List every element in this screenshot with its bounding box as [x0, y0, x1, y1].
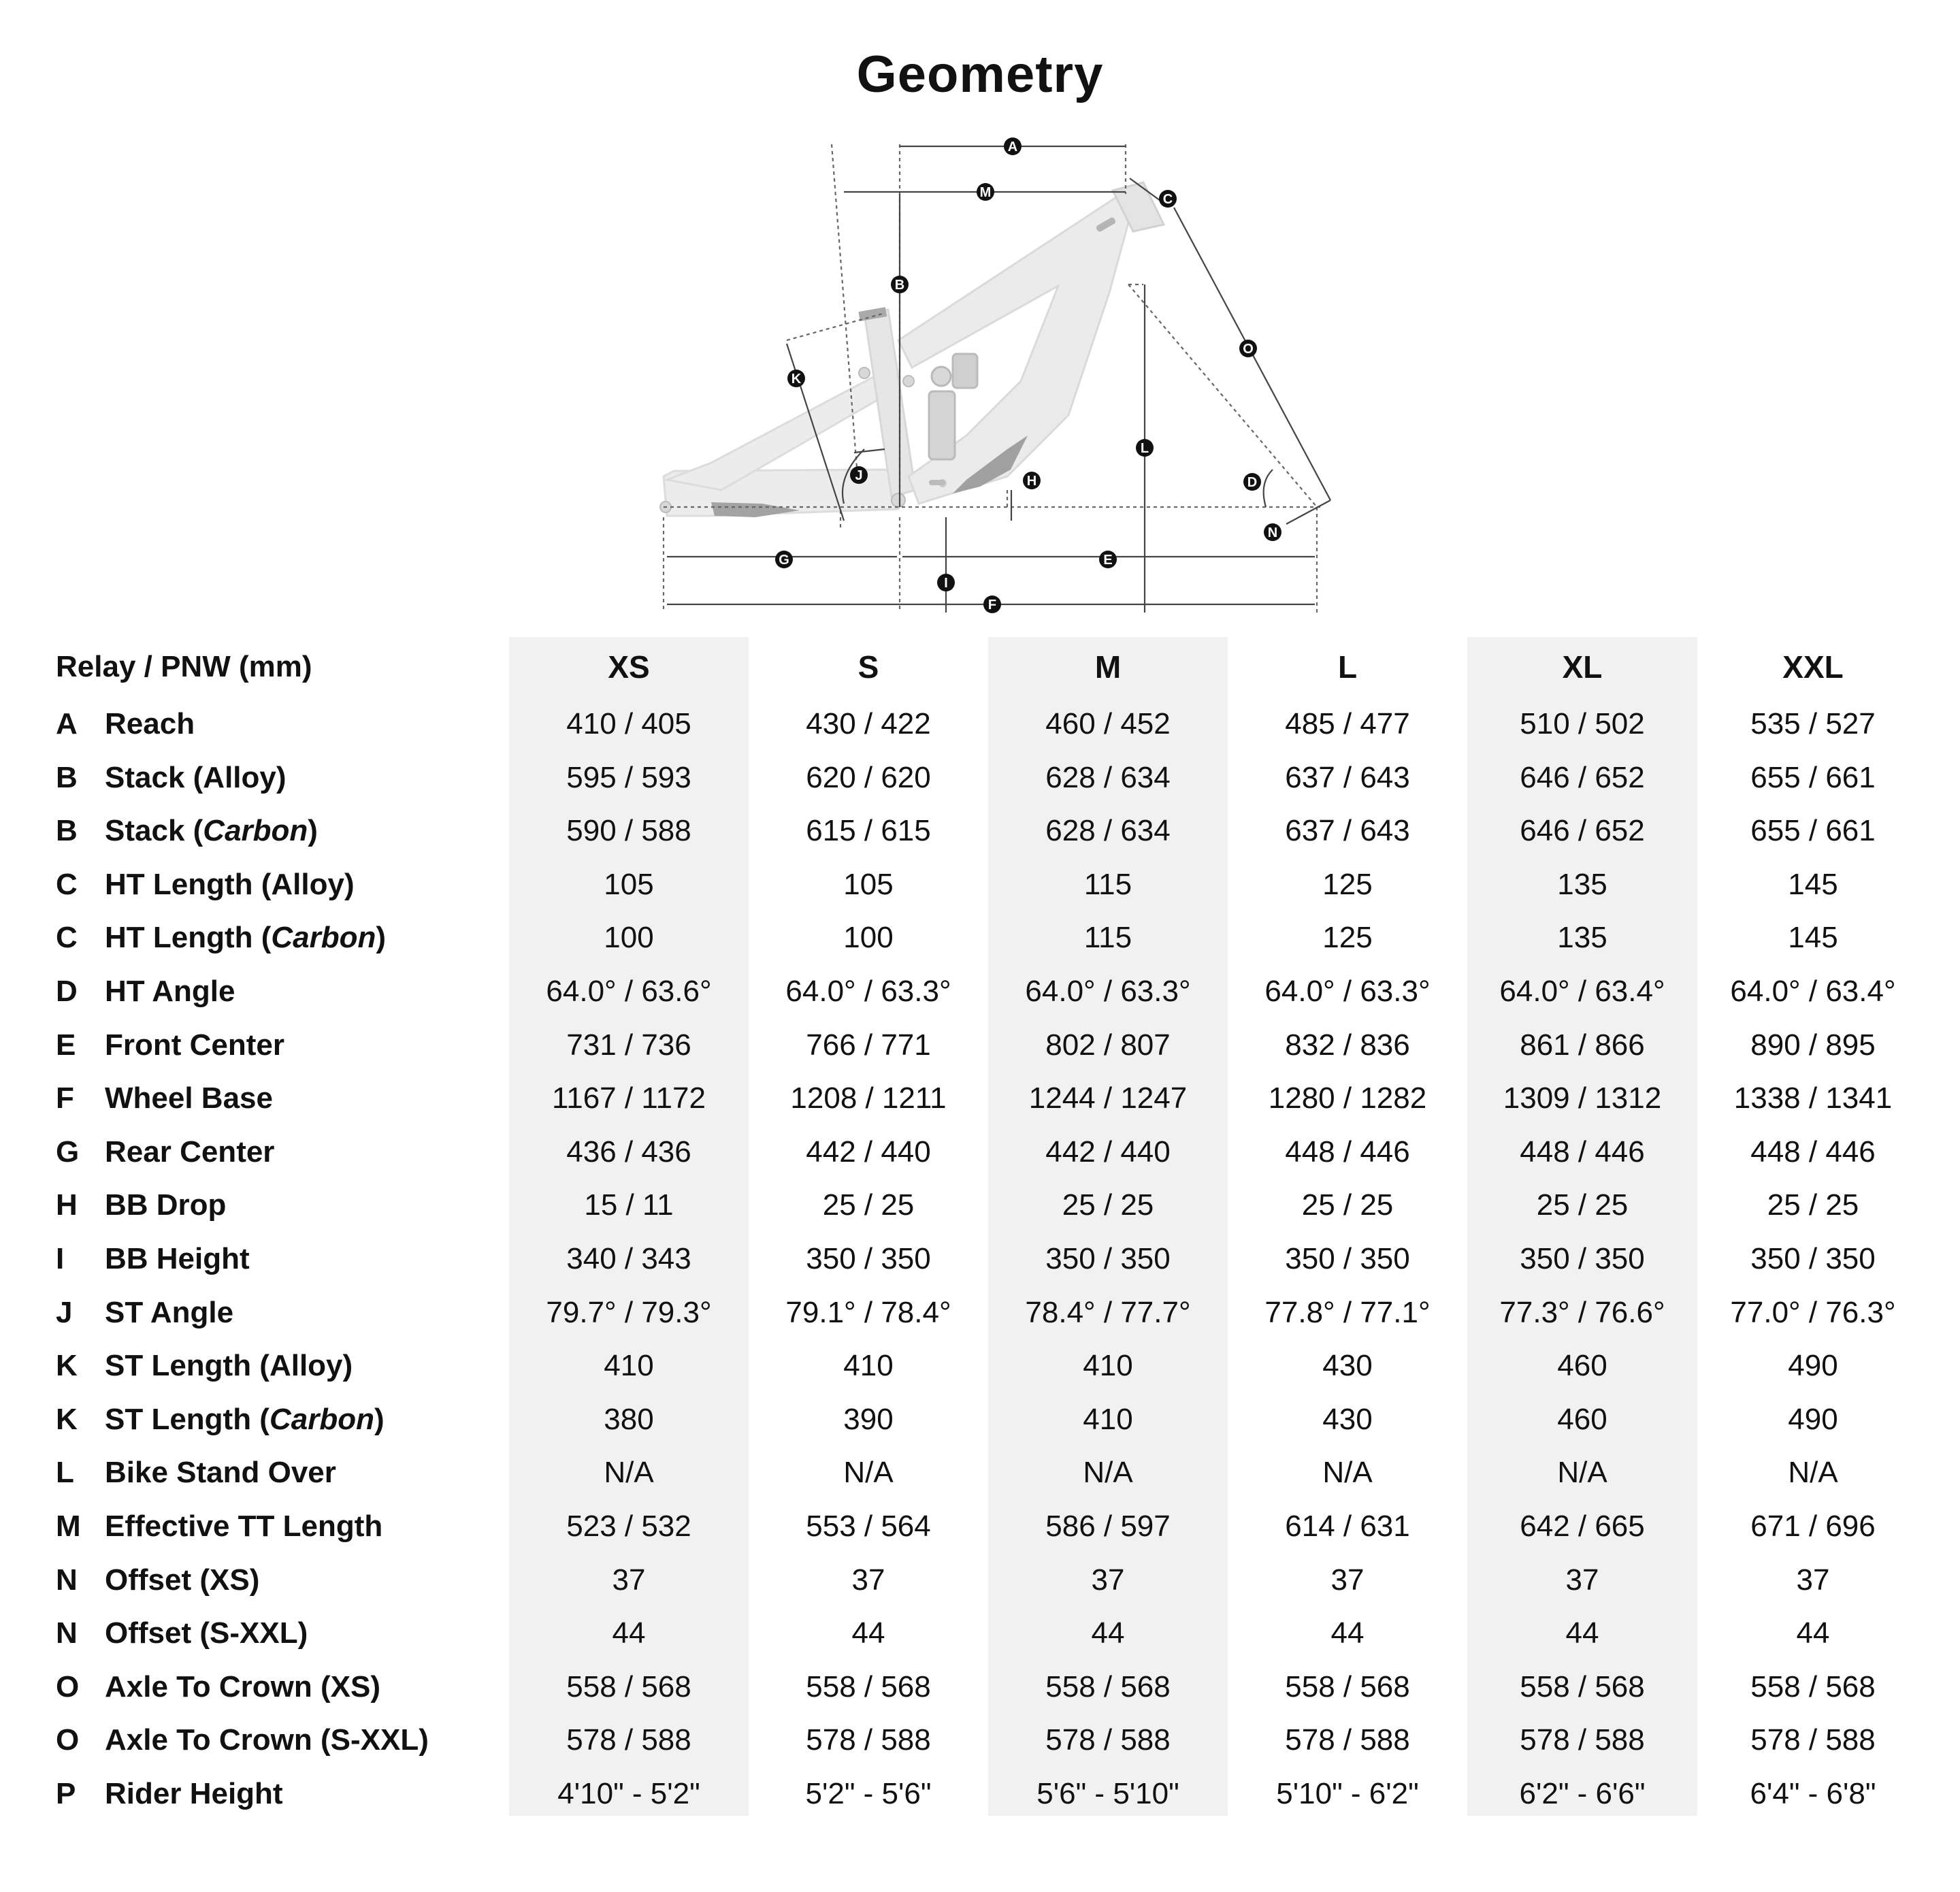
row-name-text: Axle To Crown (XS): [105, 1669, 380, 1703]
row-name-italic: Carbon: [271, 921, 376, 955]
row-letter: G: [56, 1135, 80, 1169]
table-header-label: Relay / PNW (mm): [56, 650, 312, 683]
cell-m: 44: [1091, 1616, 1125, 1650]
row-name: [105, 858, 355, 911]
cell-xl: 25 / 25: [1536, 1188, 1629, 1222]
marker-k: [787, 370, 805, 387]
cell-l: 1280 / 1282: [1268, 1081, 1427, 1115]
cell-m: 410: [1083, 1349, 1133, 1383]
cell-xs: 44: [612, 1616, 646, 1650]
marker-b: [891, 276, 909, 293]
cell-m: 802 / 807: [1045, 1028, 1171, 1062]
cell-xl: 64.0° / 63.4°: [1499, 975, 1665, 1008]
cell-s: 578 / 588: [806, 1723, 931, 1757]
cell-xs: 79.7° / 79.3°: [546, 1295, 712, 1329]
cell-xxl: 890 / 895: [1750, 1028, 1876, 1062]
row-name-text: HT Length (: [105, 921, 272, 955]
table-row: [0, 858, 1960, 911]
cell-l: 5'10" - 6'2": [1276, 1777, 1419, 1810]
cell-xxl: 448 / 446: [1750, 1135, 1876, 1169]
cell-xxl: 64.0° / 63.4°: [1730, 975, 1896, 1008]
cell-xs: 64.0° / 63.6°: [546, 975, 712, 1008]
cell-s: 37: [851, 1563, 885, 1597]
cell-s: N/A: [843, 1456, 894, 1490]
size-header-xs: XS: [608, 649, 650, 685]
row-name: [105, 1339, 353, 1392]
row-letter: N: [56, 1616, 78, 1650]
row-letter: O: [56, 1669, 80, 1703]
cell-l: 832 / 836: [1285, 1028, 1410, 1062]
table-row: [0, 804, 1960, 858]
cell-s: 44: [851, 1616, 885, 1650]
row-name: [105, 1660, 380, 1714]
table-row: [0, 1178, 1960, 1232]
cell-xl: 510 / 502: [1520, 707, 1645, 740]
cell-xxl: N/A: [1788, 1456, 1838, 1490]
cell-xl: 135: [1557, 867, 1607, 901]
row-name-text: HT Length (Alloy): [105, 867, 355, 901]
size-header-l: L: [1337, 649, 1358, 685]
cell-m: 628 / 634: [1045, 760, 1171, 794]
cell-xs: 595 / 593: [566, 760, 691, 794]
table-row: [0, 1232, 1960, 1286]
table-row: [0, 1553, 1960, 1607]
row-name: [105, 1553, 259, 1607]
row-name-text: HT Angle: [105, 975, 235, 1008]
cell-xl: 861 / 866: [1520, 1028, 1645, 1062]
cell-xxl: 77.0° / 76.3°: [1730, 1295, 1896, 1329]
cell-l: 578 / 588: [1285, 1723, 1410, 1757]
svg-text:L: L: [1140, 441, 1149, 456]
svg-text:G: G: [779, 553, 789, 568]
cell-s: 620 / 620: [806, 760, 931, 794]
row-name-text: ST Length (: [105, 1402, 270, 1436]
cell-xl: N/A: [1557, 1456, 1607, 1490]
marker-a: [1004, 137, 1022, 155]
row-name: [105, 1606, 308, 1660]
svg-text:J: J: [855, 468, 863, 483]
cell-xxl: 578 / 588: [1750, 1723, 1876, 1757]
cell-xs: 100: [604, 921, 654, 955]
cell-xl: 448 / 446: [1520, 1135, 1645, 1169]
row-name-suffix: ): [376, 921, 387, 955]
cell-l: 125: [1322, 921, 1373, 955]
marker-m: [977, 183, 994, 201]
cell-xl: 1309 / 1312: [1503, 1081, 1662, 1115]
cell-s: 553 / 564: [806, 1510, 931, 1543]
row-name: [105, 1286, 233, 1339]
row-name-text: Wheel Base: [105, 1081, 273, 1115]
cell-xl: 44: [1565, 1616, 1599, 1650]
cell-xxl: 655 / 661: [1750, 760, 1876, 794]
cell-m: 578 / 588: [1045, 1723, 1171, 1757]
row-letter: D: [56, 975, 78, 1008]
row-name: [105, 964, 235, 1018]
row-letter: B: [56, 760, 78, 794]
row-name: [105, 1178, 226, 1232]
row-name: [105, 1125, 274, 1179]
cell-xl: 77.3° / 76.6°: [1499, 1295, 1665, 1329]
cell-l: 448 / 446: [1285, 1135, 1410, 1169]
svg-text:O: O: [1243, 342, 1254, 357]
table-row: [0, 911, 1960, 964]
cell-xxl: 490: [1788, 1402, 1838, 1436]
cell-s: 25 / 25: [822, 1188, 915, 1222]
row-name: [105, 1499, 382, 1553]
cell-s: 442 / 440: [806, 1135, 931, 1169]
row-name-text: Axle To Crown (S-XXL): [105, 1723, 429, 1757]
cell-s: 79.1° / 78.4°: [785, 1295, 951, 1329]
cell-s: 100: [843, 921, 894, 955]
cell-xs: 578 / 588: [566, 1723, 691, 1757]
row-name-text: BB Height: [105, 1242, 250, 1275]
cell-xl: 135: [1557, 921, 1607, 955]
cell-l: 430: [1322, 1402, 1373, 1436]
svg-text:E: E: [1103, 553, 1113, 568]
cell-l: 44: [1330, 1616, 1365, 1650]
table-row: [0, 1446, 1960, 1499]
svg-text:H: H: [1026, 474, 1037, 489]
cell-l: 64.0° / 63.3°: [1264, 975, 1431, 1008]
cell-l: 485 / 477: [1285, 707, 1410, 740]
row-name: [105, 911, 386, 964]
cell-l: 637 / 643: [1285, 814, 1410, 848]
cell-xxl: 25 / 25: [1767, 1188, 1859, 1222]
table-row: [0, 1660, 1960, 1714]
row-name-text: BB Drop: [105, 1188, 227, 1222]
cell-m: 442 / 440: [1045, 1135, 1171, 1169]
cell-xxl: 145: [1788, 921, 1838, 955]
size-header-s: S: [858, 649, 879, 685]
row-name-text: Effective TT Length: [105, 1510, 383, 1543]
cell-xs: 523 / 532: [566, 1510, 691, 1543]
row-name-text: Stack (Alloy): [105, 760, 287, 794]
cell-xxl: 558 / 568: [1750, 1669, 1876, 1703]
cell-xs: 105: [604, 867, 654, 901]
table-row: [0, 1071, 1960, 1125]
row-name-text: Offset (XS): [105, 1563, 260, 1597]
cell-m: 37: [1091, 1563, 1125, 1597]
cell-m: N/A: [1083, 1456, 1133, 1490]
cell-xs: 380: [604, 1402, 654, 1436]
row-name: [105, 804, 318, 858]
row-name-text: ST Length (Alloy): [105, 1349, 353, 1383]
cell-m: 25 / 25: [1062, 1188, 1154, 1222]
cell-s: 350 / 350: [806, 1242, 931, 1275]
cell-xl: 6'2" - 6'6": [1519, 1777, 1646, 1810]
cell-xxl: 350 / 350: [1750, 1242, 1876, 1275]
row-letter: M: [56, 1510, 81, 1543]
cell-xs: 590 / 588: [566, 814, 691, 848]
cell-xs: 731 / 736: [566, 1028, 691, 1062]
cell-xl: 460: [1557, 1349, 1607, 1383]
row-name: [105, 1018, 284, 1072]
cell-s: 410: [843, 1349, 894, 1383]
row-name-text: Stack (: [105, 814, 203, 848]
row-name-text: Bike Stand Over: [105, 1456, 336, 1490]
row-letter: I: [56, 1242, 65, 1275]
table-row: [0, 1286, 1960, 1339]
cell-xl: 646 / 652: [1520, 814, 1645, 848]
size-header-m: M: [1094, 649, 1122, 685]
svg-text:B: B: [894, 278, 905, 293]
row-name-italic: Carbon: [203, 814, 308, 848]
cell-m: 350 / 350: [1045, 1242, 1171, 1275]
cell-xs: 37: [612, 1563, 646, 1597]
row-letter: E: [56, 1028, 76, 1062]
cell-xxl: 655 / 661: [1750, 814, 1876, 848]
cell-xxl: 37: [1796, 1563, 1830, 1597]
marker-d: [1243, 473, 1261, 491]
marker-f: [983, 596, 1001, 613]
cell-m: 64.0° / 63.3°: [1025, 975, 1191, 1008]
cell-l: 558 / 568: [1285, 1669, 1410, 1703]
row-name-text: ST Angle: [105, 1295, 234, 1329]
row-letter: A: [56, 707, 78, 740]
cell-xxl: 490: [1788, 1349, 1838, 1383]
cell-s: 64.0° / 63.3°: [785, 975, 951, 1008]
table-row: [0, 1125, 1960, 1179]
cell-s: 5'2" - 5'6": [805, 1777, 932, 1810]
cell-l: N/A: [1322, 1456, 1373, 1490]
marker-i: [937, 574, 955, 591]
size-header-xxl: XXL: [1782, 649, 1844, 685]
svg-text:M: M: [979, 185, 992, 200]
table-row: [0, 1499, 1960, 1553]
svg-text:A: A: [1007, 140, 1018, 154]
table-row: [0, 1392, 1960, 1446]
row-name: [105, 1713, 429, 1767]
cell-l: 37: [1330, 1563, 1365, 1597]
cell-l: 614 / 631: [1285, 1510, 1410, 1543]
cell-xxl: 145: [1788, 867, 1838, 901]
table-row: [0, 697, 1960, 751]
row-name-text: Rear Center: [105, 1135, 275, 1169]
svg-text:F: F: [987, 598, 997, 613]
bike-frame-illustration: [660, 182, 1164, 517]
cell-l: 430: [1322, 1349, 1373, 1383]
cell-xs: 15 / 11: [584, 1188, 674, 1222]
svg-text:C: C: [1162, 192, 1173, 207]
row-name-suffix: ): [374, 1402, 385, 1436]
cell-s: 390: [843, 1402, 894, 1436]
cell-xs: 410: [604, 1349, 654, 1383]
cell-s: 766 / 771: [806, 1028, 931, 1062]
table-row: [0, 751, 1960, 804]
row-letter: C: [56, 921, 78, 955]
row-letter: O: [56, 1723, 80, 1757]
row-name: [105, 1392, 385, 1446]
row-name-text: Rider Height: [105, 1777, 283, 1810]
svg-text:N: N: [1267, 525, 1278, 540]
row-letter: C: [56, 867, 78, 901]
cell-m: 410: [1083, 1402, 1133, 1436]
size-header-xl: XL: [1562, 649, 1603, 685]
row-name: [105, 1232, 250, 1286]
row-name: [105, 1767, 283, 1821]
table-row: [0, 1018, 1960, 1072]
row-letter: H: [56, 1188, 78, 1222]
dimension-lines: [664, 144, 1330, 613]
page-title: Geometry: [856, 46, 1104, 103]
cell-l: 77.8° / 77.1°: [1264, 1295, 1431, 1329]
row-name-text: Reach: [105, 707, 195, 740]
cell-s: 558 / 568: [806, 1669, 931, 1703]
row-name-text: Front Center: [105, 1028, 284, 1062]
row-name: [105, 1071, 273, 1125]
marker-c: [1159, 190, 1177, 208]
cell-xs: 4'10" - 5'2": [557, 1777, 700, 1810]
cell-m: 558 / 568: [1045, 1669, 1171, 1703]
cell-xs: N/A: [604, 1456, 654, 1490]
row-name-suffix: ): [308, 814, 318, 848]
cell-xl: 460: [1557, 1402, 1607, 1436]
cell-s: 105: [843, 867, 894, 901]
marker-g: [775, 551, 793, 568]
table-row: [0, 964, 1960, 1018]
row-letter: K: [56, 1349, 78, 1383]
cell-l: 637 / 643: [1285, 760, 1410, 794]
cell-m: 1244 / 1247: [1028, 1081, 1188, 1115]
cell-xxl: 44: [1796, 1616, 1830, 1650]
cell-m: 115: [1083, 867, 1132, 901]
cell-m: 115: [1083, 921, 1132, 955]
marker-j: [850, 466, 868, 484]
cell-l: 125: [1322, 867, 1373, 901]
row-name-text: Offset (S-XXL): [105, 1616, 308, 1650]
cell-l: 350 / 350: [1285, 1242, 1410, 1275]
table-row: [0, 1767, 1960, 1821]
cell-xs: 1167 / 1172: [552, 1081, 706, 1115]
marker-o: [1239, 340, 1257, 357]
cell-xxl: 535 / 527: [1750, 707, 1876, 740]
cell-m: 78.4° / 77.7°: [1025, 1295, 1191, 1329]
cell-s: 430 / 422: [806, 707, 931, 740]
cell-m: 586 / 597: [1045, 1510, 1171, 1543]
marker-n: [1264, 523, 1281, 541]
cell-m: 5'6" - 5'10": [1036, 1777, 1179, 1810]
cell-xl: 558 / 568: [1520, 1669, 1645, 1703]
row-name: [105, 751, 287, 804]
cell-s: 1208 / 1211: [790, 1081, 947, 1115]
row-letter: K: [56, 1402, 78, 1436]
cell-m: 460 / 452: [1045, 707, 1171, 740]
cell-xs: 436 / 436: [566, 1135, 691, 1169]
cell-l: 25 / 25: [1301, 1188, 1394, 1222]
cell-xxl: 1338 / 1341: [1733, 1081, 1893, 1115]
row-letter: N: [56, 1563, 78, 1597]
cell-xs: 410 / 405: [566, 707, 691, 740]
cell-xl: 578 / 588: [1520, 1723, 1645, 1757]
marker-h: [1023, 472, 1041, 489]
cell-xl: 642 / 665: [1520, 1510, 1645, 1543]
cell-xl: 350 / 350: [1520, 1242, 1645, 1275]
row-name: [105, 1446, 336, 1499]
cell-xxl: 671 / 696: [1750, 1510, 1876, 1543]
cell-xs: 340 / 343: [566, 1242, 691, 1275]
row-letter: F: [56, 1081, 74, 1115]
row-letter: J: [56, 1295, 73, 1329]
cell-xxl: 6'4" - 6'8": [1750, 1777, 1876, 1810]
table-row: [0, 1339, 1960, 1392]
svg-text:I: I: [944, 576, 948, 591]
geometry-diagram: [0, 0, 1960, 626]
cell-m: 628 / 634: [1045, 814, 1171, 848]
row-letter: B: [56, 814, 78, 848]
cell-xl: 646 / 652: [1520, 760, 1645, 794]
cell-xs: 558 / 568: [566, 1669, 691, 1703]
svg-text:D: D: [1247, 475, 1258, 490]
row-letter: L: [56, 1456, 74, 1490]
marker-e: [1099, 551, 1117, 568]
table-row: [0, 1713, 1960, 1767]
row-name: [105, 697, 195, 751]
svg-text:K: K: [791, 372, 802, 387]
table-row: [0, 1606, 1960, 1660]
marker-l: [1136, 439, 1154, 457]
row-letter: P: [56, 1777, 76, 1810]
row-name-italic: Carbon: [269, 1402, 374, 1436]
cell-s: 615 / 615: [806, 814, 931, 848]
cell-xl: 37: [1565, 1563, 1599, 1597]
